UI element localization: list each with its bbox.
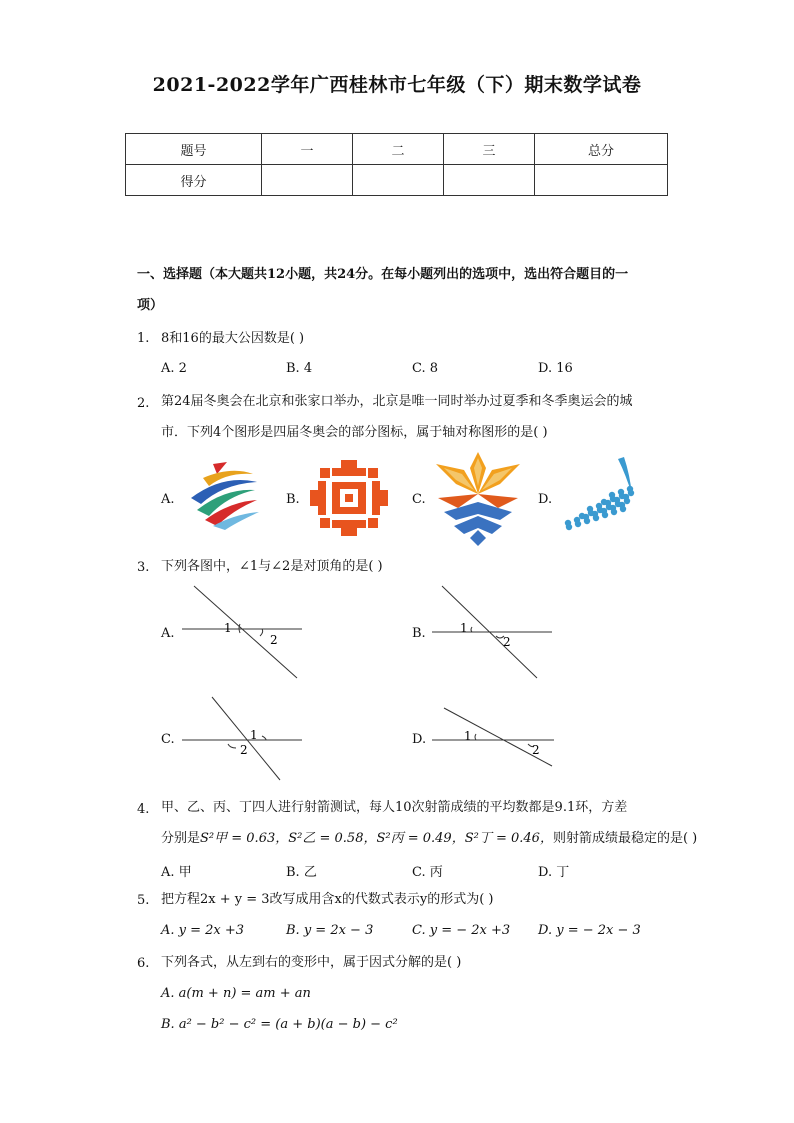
question-text: 下列各图中，∠1与∠2是对顶角的是( ) <box>161 559 383 574</box>
table-cell <box>353 165 444 196</box>
page-title: 2021-2022学年广西桂林市七年级（下）期末数学试卷 <box>152 74 642 96</box>
option-a: A. 甲 <box>161 865 192 880</box>
table-cell <box>444 165 535 196</box>
variance-jia: S²甲 = 0.63， <box>200 831 289 846</box>
option-b: B. 乙 <box>286 865 317 880</box>
score-table <box>125 133 668 196</box>
option-a: A. <box>161 492 175 507</box>
angle-figure-d <box>430 700 560 772</box>
option-c: C. y = − 2x +3 <box>412 923 511 938</box>
option-b: B. <box>286 492 300 507</box>
option-d: D. 16 <box>538 361 573 376</box>
salt-lake-2002-emblem-icon <box>434 450 522 548</box>
angle-label-2: 2 <box>240 743 248 757</box>
sarajevo-1984-emblem-icon <box>308 458 390 538</box>
question-text: 把方程2x + y = 3改写成用含x的代数式表示y的形式为( ) <box>161 892 494 907</box>
question-number: 2. <box>137 396 150 411</box>
question-text: 第24届冬奥会在北京和张家口举办，北京是唯一同时举办过夏季和冬季奥运会的城 <box>161 394 633 409</box>
option-d: D. 丁 <box>538 865 570 880</box>
table-cell <box>262 165 353 196</box>
angle-label-1: 1 <box>464 729 472 743</box>
option-b: B. a² − b² − c² = (a + b)(a − b) − c² <box>161 1017 398 1032</box>
variance-yi: S²乙 = 0.58， <box>288 831 377 846</box>
question-number: 4. <box>137 802 150 817</box>
table-cell: 三 <box>444 134 535 165</box>
variance-ding: S²丁 = 0.46， <box>464 831 553 846</box>
option-a: A. y = 2x +3 <box>161 923 245 938</box>
variance-bing: S²丙 = 0.49， <box>376 831 465 846</box>
option-c: C. 8 <box>412 361 439 376</box>
option-a: A. a(m + n) = am + an <box>161 986 311 1001</box>
table-cell: 题号 <box>126 134 262 165</box>
option-c: C. 丙 <box>412 865 443 880</box>
question-number: 6. <box>137 956 150 971</box>
angle-label-1: 1 <box>224 621 232 635</box>
option-b: B. <box>412 626 426 641</box>
table-cell <box>535 165 668 196</box>
option-d: D. y = − 2x − 3 <box>538 923 641 938</box>
section-heading-cont: 项） <box>137 298 164 313</box>
text-fragment: 分别是 <box>161 831 201 846</box>
option-c: C. <box>161 732 175 747</box>
angle-figure-c <box>180 692 305 784</box>
table-cell: 总分 <box>535 134 668 165</box>
angle-figure-a <box>180 582 305 682</box>
option-d: D. <box>412 732 427 747</box>
option-c: C. <box>412 492 426 507</box>
question-number: 3. <box>137 560 150 575</box>
angle-label-1: 1 <box>460 621 468 635</box>
question-number: 5. <box>137 893 150 908</box>
angle-label-2: 2 <box>270 633 278 647</box>
question-text: 甲、乙、丙、丁四人进行射箭测试，每人10次射箭成绩的平均数都是9.1环，方差 <box>161 800 628 815</box>
table-row <box>126 165 668 196</box>
angle-label-2: 2 <box>532 743 540 757</box>
turin-2006-emblem-icon <box>560 455 640 540</box>
section-heading: 一、选择题（本大题共12小题，共24分。在每小题列出的选项中，选出符合题目的一 <box>137 267 629 282</box>
option-b: B. 4 <box>286 361 313 376</box>
beijing-2022-emblem-icon <box>183 460 261 532</box>
question-text-cont: 市．下列4个图形是四届冬奥会的部分图标，属于轴对称图形的是( ) <box>161 425 548 440</box>
table-row <box>126 134 668 165</box>
table-cell: 二 <box>353 134 444 165</box>
angle-figure-b <box>430 582 555 682</box>
question-text-cont <box>161 829 697 849</box>
question-number: 1. <box>137 331 150 346</box>
table-cell: 一 <box>262 134 353 165</box>
angle-label-2: 2 <box>503 635 511 649</box>
question-text: 下列各式，从左到右的变形中，属于因式分解的是( ) <box>161 955 462 970</box>
option-a: A. 2 <box>161 361 187 376</box>
option-a: A. <box>161 626 175 641</box>
angle-label-1: 1 <box>250 728 258 742</box>
option-b: B. y = 2x − 3 <box>286 923 374 938</box>
table-cell: 得分 <box>126 165 262 196</box>
option-d: D. <box>538 492 553 507</box>
text-fragment: 则射箭成绩最稳定的是( ) <box>552 831 698 846</box>
question-text: 8和16的最大公因数是( ) <box>161 331 305 346</box>
